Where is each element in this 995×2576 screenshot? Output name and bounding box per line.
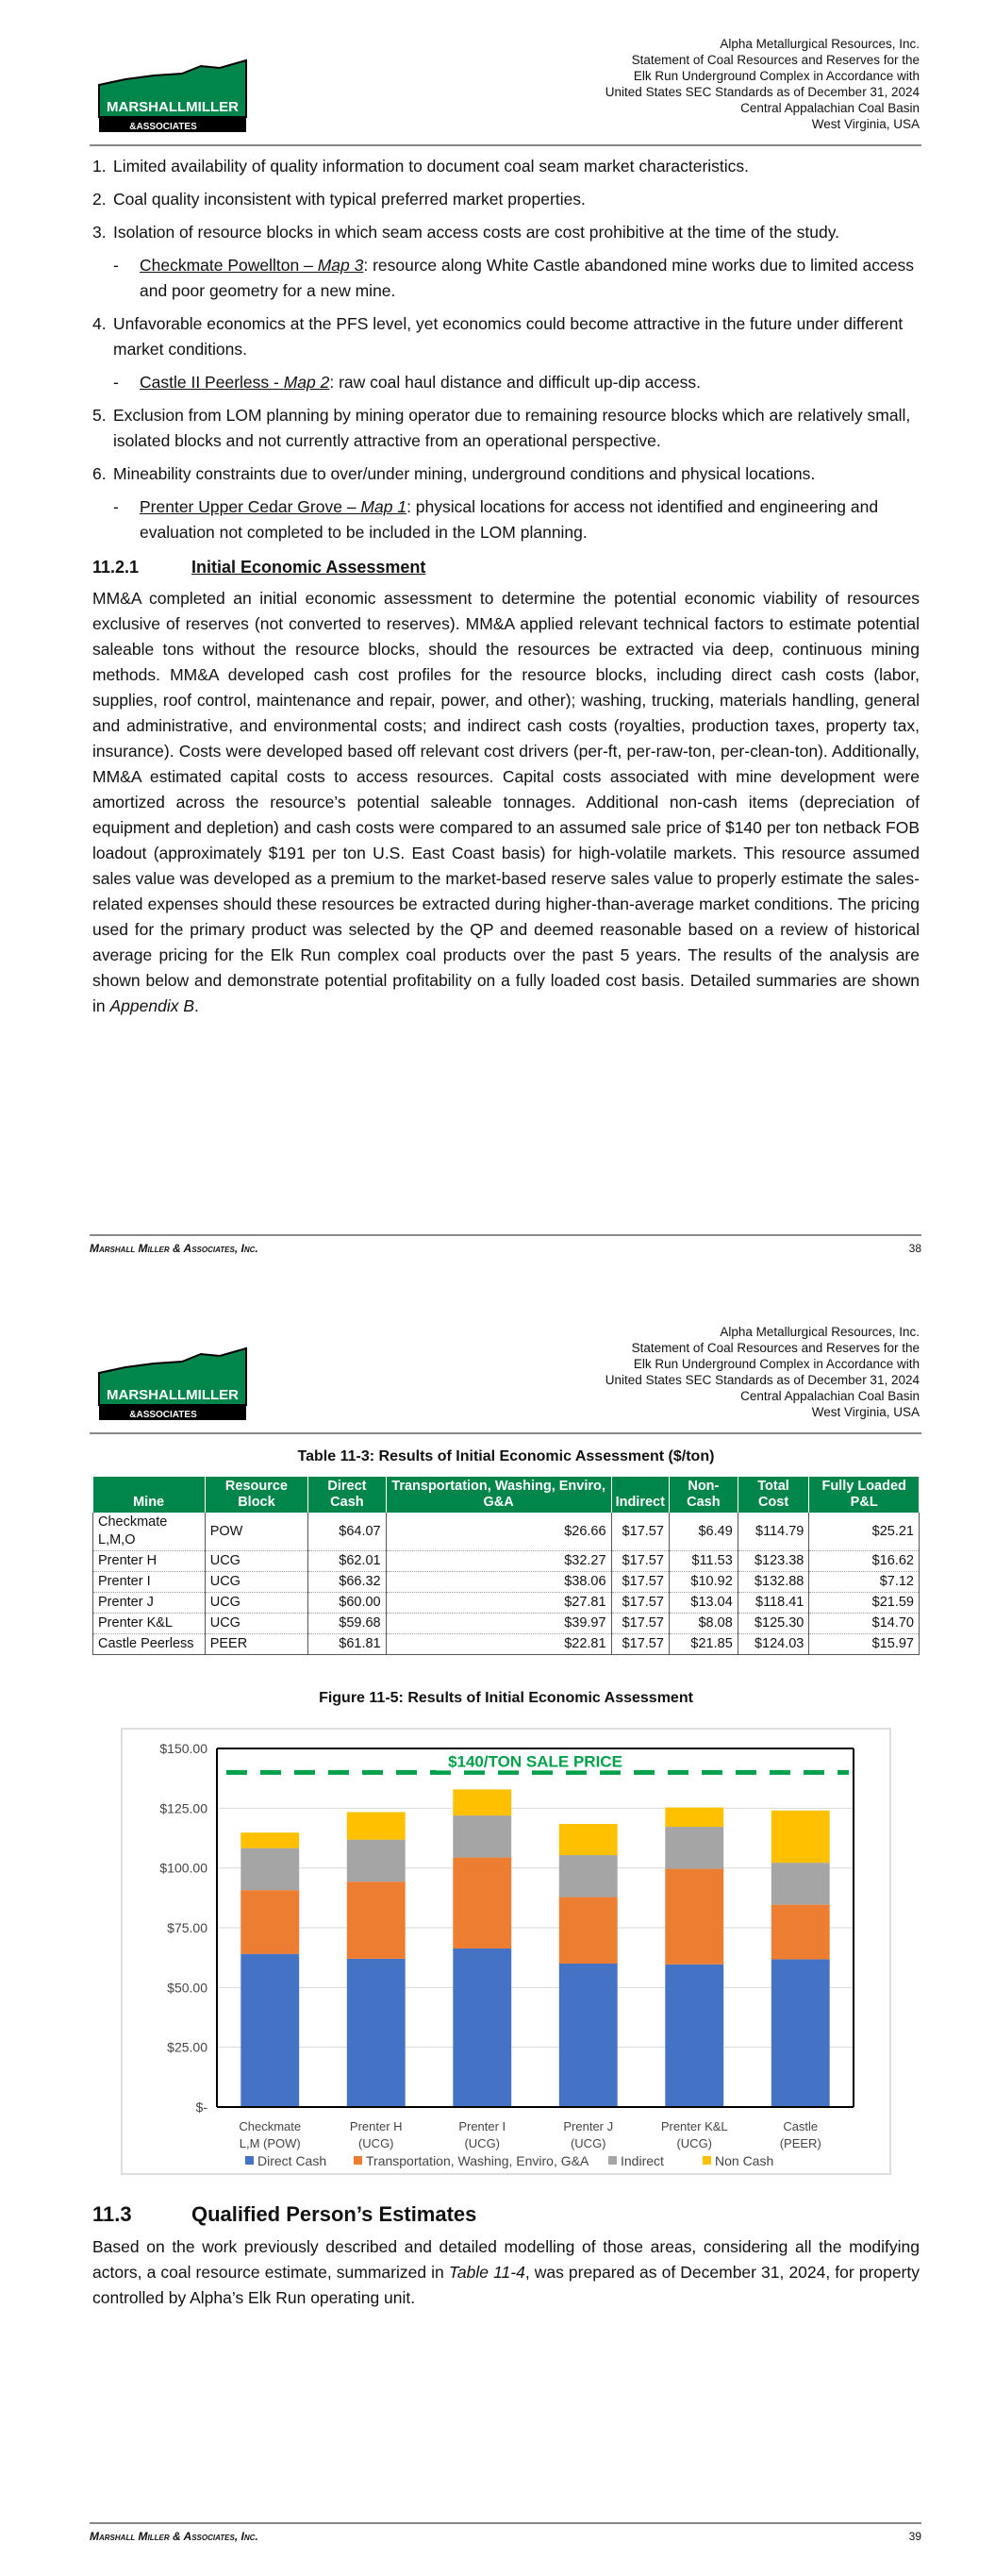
list-item [113, 253, 920, 304]
legend-label: Indirect [621, 2153, 664, 2168]
y-tick-label: $150.00 [159, 1741, 207, 1756]
legend-swatch [354, 2156, 362, 2165]
header-line: West Virginia, USA [811, 1405, 920, 1419]
table-cell: $17.57 [611, 1634, 669, 1655]
y-tick-label: $125.00 [159, 1800, 207, 1816]
bar-segment-transportation-washing-enviro-g-a [665, 1869, 723, 1965]
table-cell: $17.57 [611, 1572, 669, 1593]
map-ref: Map 3 [317, 256, 364, 275]
table-cell: UCG [205, 1551, 307, 1572]
column-header: Non-Cash [669, 1477, 738, 1513]
header-divider [90, 1432, 921, 1434]
svg-text:MARSHALLMILLER: MARSHALLMILLER [107, 99, 239, 115]
block-name: Prenter Upper Cedar Grove – [140, 497, 361, 516]
bar-segment-direct-cash [559, 1964, 618, 2107]
bar-segment-non-cash [453, 1789, 511, 1815]
table-cell: $26.66 [386, 1513, 611, 1551]
table-cell: $17.57 [611, 1614, 669, 1634]
table-cell: $25.21 [809, 1513, 920, 1551]
x-tick-label: Castle [783, 2119, 819, 2133]
table-ref: Table 11-4 [448, 2263, 525, 2282]
table-cell: $11.53 [669, 1551, 738, 1572]
x-tick-label: (UCG) [357, 2136, 394, 2150]
document-header [605, 1324, 920, 1420]
table-cell: $17.57 [611, 1513, 669, 1551]
table-cell: $10.92 [669, 1572, 738, 1593]
column-header: Resource Block [205, 1477, 307, 1513]
item-number: 1. [92, 157, 107, 176]
document-header [605, 36, 920, 132]
paragraph-text: MM&A completed an initial economic assessment to determine the potential economic viability of resources exclusive of reserves (not converted to reserves). MM&A applied relevant technical factors to estimate potential saleable tons without the resource blocks, should the resources be extracted via deep, continuous mining methods. MM&A developed cash cost profiles for the resource blocks, including direct cash costs (labor, supplies, roof control, maintenance and repair, power, and other); washing, trucking, materials handling, general and administrative, and environmental costs; and indirect cash costs (royalties, production taxes, property tax, insurance). Costs were developed based off relevant cost drivers (per-ft, per-raw-ton, per-clean-ton). Additionally, MM&A estimated capital costs to access resources. Capital costs associated with mine development were amortized across the resource’s potential saleable tonnages. Additional non-cash items (depreciation of equipment and depletion) and cash costs were compared to an assumed sale price of $140 per ton netback FOB loadout (approximately $191 per ton U.S. East Coast basis) for high-volatile markets. This resource assumed sales value was developed as a premium to the market-based reserve sales value to properly estimate the sales-related expenses should these resources be extracted during higher-than-average market conditions. The pricing used for the primary product was selected by the QP and deemed reasonable based on a review of historical average pricing for the Elk Run complex coal products over the past 5 years. The results of the analysis are shown below and demonstrate potential profitability on a fully loaded cost basis. Detailed summaries are shown in [92, 589, 920, 1015]
table-cell: $6.49 [669, 1513, 738, 1551]
table-cell: PEER [205, 1634, 307, 1655]
map-ref: Map 2 [283, 373, 330, 392]
bar-segment-non-cash [665, 1808, 723, 1827]
column-header: Direct Cash [308, 1477, 386, 1513]
list-item-text [140, 253, 920, 304]
bar-segment-transportation-washing-enviro-g-a [771, 1905, 830, 1960]
list-item [92, 461, 920, 487]
column-header: Total Cost [738, 1477, 809, 1513]
appendix-ref: Appendix B [109, 996, 194, 1015]
paragraph [92, 586, 920, 1019]
header-line: Statement of Coal Resources and Reserves for the [631, 1341, 920, 1355]
table-cell: $124.03 [738, 1634, 809, 1655]
bar-segment-indirect [453, 1815, 511, 1858]
bar-segment-direct-cash [453, 1949, 511, 2107]
table-row [93, 1572, 920, 1593]
header-line: Elk Run Underground Complex in Accordance with [633, 69, 920, 83]
item-number: 4. [92, 314, 107, 333]
table-cell: $66.32 [308, 1572, 386, 1593]
list-item [113, 370, 920, 395]
sale-price-label: $140/TON SALE PRICE [448, 1752, 622, 1771]
footer [90, 2522, 921, 2543]
x-tick-label: (UCG) [676, 2136, 713, 2150]
table-cell: $59.68 [308, 1614, 386, 1634]
list-item [92, 403, 920, 454]
table-cell: $62.01 [308, 1551, 386, 1572]
bar-segment-indirect [347, 1840, 406, 1882]
x-tick-label: Prenter J [563, 2119, 614, 2133]
x-tick-label: Checkmate [239, 2119, 302, 2133]
marshall-miller-logo [97, 1347, 248, 1422]
bar-segment-non-cash [347, 1812, 406, 1839]
page-39 [0, 1288, 995, 2576]
table-cell: $17.57 [611, 1551, 669, 1572]
table-row [93, 1614, 920, 1634]
item-desc: : physical locations for access not identified and engineering and evaluation not completed to be included in the LOM planning. [140, 497, 879, 542]
section-title: Qualified Person’s Estimates [191, 2202, 477, 2226]
list-item-text: Unfavorable economics at the PFS level, yet economics could become attractive in the future under different market conditions. [113, 314, 904, 359]
footer [90, 1234, 921, 1255]
legend-label: Non Cash [715, 2153, 774, 2168]
table-cell: UCG [205, 1572, 307, 1593]
list-item [113, 494, 920, 545]
bar-segment-non-cash [559, 1824, 618, 1855]
table-row [93, 1513, 920, 1551]
bar-segment-indirect [771, 1863, 830, 1905]
table-cell: $13.04 [669, 1593, 738, 1614]
legend-label: Transportation, Washing, Enviro, G&A [366, 2153, 589, 2168]
table-cell: $16.62 [809, 1551, 920, 1572]
table-cell: $21.59 [809, 1593, 920, 1614]
dash-bullet: - [113, 373, 119, 392]
table-cell: $7.12 [809, 1572, 920, 1593]
table-cell: $27.81 [386, 1593, 611, 1614]
header-line: Central Appalachian Coal Basin [740, 1389, 920, 1403]
svg-text:&ASSOCIATES: &ASSOCIATES [129, 1410, 197, 1420]
paragraph [92, 2234, 920, 2311]
list-item-text: Exclusion from LOM planning by mining operator due to remaining resource blocks which are relatively small, isolated blocks and not currently attractive from an operational perspective. [113, 406, 911, 450]
x-tick-label: (UCG) [570, 2136, 606, 2150]
table-cell: $64.07 [308, 1513, 386, 1551]
list-item-text [140, 494, 920, 545]
map-ref: Map 1 [360, 497, 407, 516]
chart-container [121, 1728, 891, 2175]
section-title: Initial Economic Assessment [191, 558, 426, 577]
paragraph-text: Based on the work previously described and detailed modelling of those areas, considering all the modifying actors, a coal resource estimate, summarized in [92, 2237, 920, 2282]
x-tick-label: Prenter K&L [660, 2119, 728, 2133]
svg-text:MARSHALLMILLER: MARSHALLMILLER [107, 1387, 239, 1403]
table-cell: $61.81 [308, 1634, 386, 1655]
column-header: Transportation, Washing, Enviro, G&A [386, 1477, 611, 1513]
table-cell: $38.06 [386, 1572, 611, 1593]
page-number: 39 [908, 2530, 921, 2543]
bar-segment-transportation-washing-enviro-g-a [240, 1890, 299, 1954]
bar-segment-direct-cash [771, 1959, 830, 2107]
section-number: 11.3 [92, 2202, 132, 2226]
bar-segment-transportation-washing-enviro-g-a [347, 1882, 406, 1959]
column-header: Fully Loaded P&L [809, 1477, 920, 1513]
legend-swatch [703, 2156, 711, 2165]
table-cell: $14.70 [809, 1614, 920, 1634]
bar-segment-transportation-washing-enviro-g-a [453, 1858, 511, 1949]
list-item-text: Coal quality inconsistent with typical preferred market properties. [113, 190, 586, 209]
x-tick-label: (UCG) [464, 2136, 501, 2150]
dash-bullet: - [113, 497, 119, 516]
bar-segment-direct-cash [665, 1965, 723, 2107]
header-line: Elk Run Underground Complex in Accordance with [633, 1357, 920, 1371]
column-header: Mine [93, 1477, 206, 1513]
legend-swatch [245, 2156, 254, 2165]
item-number: 3. [92, 223, 107, 242]
y-tick-label: $100.00 [159, 1860, 207, 1876]
table-cell: $60.00 [308, 1593, 386, 1614]
table-cell: $15.97 [809, 1634, 920, 1655]
economic-assessment-table [92, 1477, 920, 1655]
header-divider [90, 144, 921, 146]
header-line: United States SEC Standards as of December 31, 2024 [605, 1373, 920, 1387]
header-line: United States SEC Standards as of December 31, 2024 [605, 85, 920, 99]
header-line: Alpha Metallurgical Resources, Inc. [720, 1325, 920, 1339]
bar-segment-transportation-washing-enviro-g-a [559, 1898, 618, 1964]
table-cell: $22.81 [386, 1634, 611, 1655]
marshall-miller-logo [97, 59, 248, 134]
column-header: Indirect [611, 1477, 669, 1513]
item-desc: : raw coal haul distance and difficult up-dip access. [329, 373, 701, 392]
item-desc: : resource along White Castle abandoned mine works due to limited access and poor geometry for a new mine. [140, 256, 914, 300]
paragraph-tail: , was prepared as of December 31, 2024, for property controlled by Alpha’s Elk Run operating unit. [92, 2263, 920, 2307]
list-item-text: Limited availability of quality information to document coal seam market characteristics. [113, 157, 750, 176]
table-cell: Prenter H [93, 1551, 206, 1572]
x-tick-label: L,M (POW) [239, 2136, 301, 2150]
figure-caption: Figure 11-5: Results of Initial Economic Assessment [319, 1690, 693, 1706]
list-item [92, 154, 920, 179]
table-cell: $125.30 [738, 1614, 809, 1634]
header-line: Statement of Coal Resources and Reserves for the [631, 53, 920, 67]
item-number: 2. [92, 190, 107, 209]
table-caption: Table 11-3: Results of Initial Economic Assessment ($/ton) [297, 1448, 715, 1464]
section-heading [92, 555, 920, 580]
y-tick-label: $50.00 [167, 1980, 207, 1996]
table-cell: Castle Peerless [93, 1634, 206, 1655]
list-item-text [140, 370, 701, 395]
block-name: Checkmate Powellton – [140, 256, 318, 275]
table-cell: POW [205, 1513, 307, 1551]
table-cell: $8.08 [669, 1614, 738, 1634]
bar-segment-direct-cash [240, 1954, 299, 2107]
bar-segment-indirect [240, 1848, 299, 1891]
list-item [92, 220, 920, 245]
bar-segment-indirect [559, 1855, 618, 1898]
list-item [92, 187, 920, 212]
y-tick-label: $75.00 [167, 1920, 207, 1935]
bar-segment-indirect [665, 1827, 723, 1869]
item-number: 5. [92, 406, 107, 425]
footer-company: Marshall Miller & Associates, Inc. [90, 2530, 258, 2543]
table-cell: $21.85 [669, 1634, 738, 1655]
list-item-text: Mineability constraints due to over/under mining, underground conditions and physical locations. [113, 464, 816, 483]
table-cell: $132.88 [738, 1572, 809, 1593]
y-tick-label: $25.00 [167, 2039, 207, 2055]
bar-segment-non-cash [771, 1811, 830, 1863]
stacked-bar-chart [123, 1730, 901, 2169]
table-cell: $39.97 [386, 1614, 611, 1634]
section-heading [92, 2201, 920, 2227]
legend-swatch [608, 2156, 617, 2165]
table-cell: $17.57 [611, 1593, 669, 1614]
footer-company: Marshall Miller & Associates, Inc. [90, 1242, 258, 1255]
section-number: 11.2.1 [92, 558, 140, 577]
bar-segment-non-cash [240, 1832, 299, 1848]
list-item-text: Isolation of resource blocks in which seam access costs are cost prohibitive at the time of the study. [113, 223, 840, 242]
list-item [92, 311, 920, 362]
page-body [92, 1444, 920, 2311]
table-cell: Prenter J [93, 1593, 206, 1614]
table-row [93, 1593, 920, 1614]
table-row [93, 1634, 920, 1655]
bar-segment-direct-cash [347, 1959, 406, 2107]
table-cell: Prenter K&L [93, 1614, 206, 1634]
table-row [93, 1551, 920, 1572]
legend-label: Direct Cash [257, 2153, 327, 2168]
table-cell: UCG [205, 1614, 307, 1634]
x-tick-label: (PEER) [779, 2136, 821, 2150]
header-line: Central Appalachian Coal Basin [740, 101, 920, 115]
table-cell: UCG [205, 1593, 307, 1614]
header-line: Alpha Metallurgical Resources, Inc. [720, 37, 920, 51]
table-cell: $123.38 [738, 1551, 809, 1572]
dash-bullet: - [113, 256, 119, 275]
table-cell: $32.27 [386, 1551, 611, 1572]
item-number: 6. [92, 464, 107, 483]
block-name: Castle II Peerless - [140, 373, 284, 392]
paragraph-tail: . [194, 996, 199, 1015]
page-body [92, 154, 920, 1019]
y-tick-label: $- [195, 2099, 207, 2115]
header-line: West Virginia, USA [811, 117, 920, 131]
table-cell: $114.79 [738, 1513, 809, 1551]
page-number: 38 [908, 1242, 921, 1255]
table-cell: Prenter I [93, 1572, 206, 1593]
table-cell: $118.41 [738, 1593, 809, 1614]
table-cell: Checkmate L,M,O [93, 1513, 206, 1551]
x-tick-label: Prenter I [458, 2119, 506, 2133]
svg-text:&ASSOCIATES: &ASSOCIATES [129, 122, 197, 132]
x-tick-label: Prenter H [349, 2119, 403, 2133]
